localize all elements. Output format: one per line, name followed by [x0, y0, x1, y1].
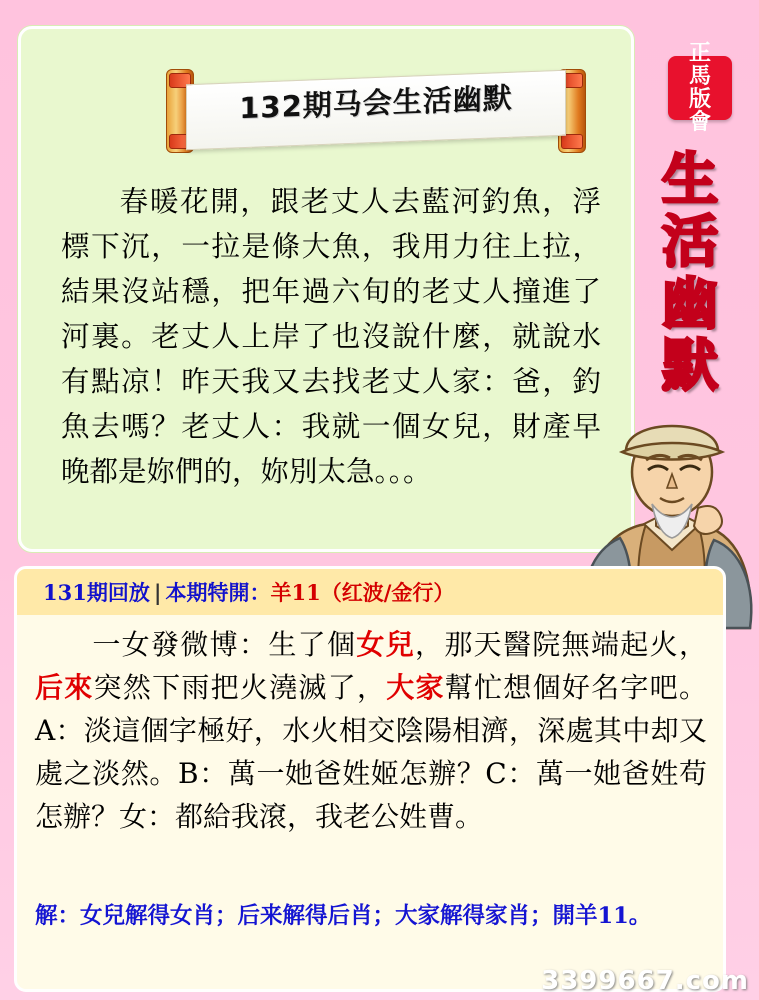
recap-part-3: ，那天醫院無端起火，	[414, 628, 707, 661]
recap-result-value: 羊11（红波/金行）	[270, 580, 455, 605]
scroll-knob-bottom-right-icon	[561, 134, 583, 149]
recap-band	[17, 569, 723, 615]
answer-text: 解：女兒解得女肖；后来解得后肖；大家解得家肖；開羊11。	[35, 903, 652, 929]
recap-part-2: 女兒	[356, 628, 415, 661]
scroll-banner	[166, 69, 586, 151]
recap-separator: |	[153, 580, 162, 605]
top-joke-panel	[18, 26, 634, 552]
bottom-recap-panel	[14, 566, 726, 992]
recap-part-4: 后來	[35, 671, 94, 704]
recap-current-label: 本期特開：	[165, 580, 271, 605]
official-seal-icon	[668, 41, 732, 135]
top-joke-text	[61, 179, 601, 494]
seal-char-3: 馬	[688, 64, 711, 89]
site-watermark: 3399667.com	[541, 966, 749, 996]
recap-band-text	[17, 577, 454, 607]
recap-part-7: 幫忙想個好名字吧。A：淡這個字極好，水火相交陰陽相濟，深處其中却又處之淡然。B：萬一她爸姓姬怎辦？C：萬一她爸姓苟怎辦？女：都給我滾，我老公姓曹。	[35, 671, 707, 833]
vertical-title-char-2: 活	[662, 210, 718, 275]
vertical-series-title	[636, 150, 744, 398]
vertical-title-char-3: 幽	[662, 272, 718, 337]
seal-char-1: 正	[688, 41, 711, 66]
top-joke-body: 春暖花開，跟老丈人去藍河釣魚，浮標下沉，一拉是條大魚，我用力往上拉，結果沒站穩，把年過六旬的老丈人撞進了河裏。老丈人上岸了也沒說什麼，就說水有點凉！昨天我又去找老丈人家：爸，釣魚去嗎？老丈人：我就一個女兒，財產早晚都是妳們的，妳別太急。。。	[61, 185, 601, 488]
vertical-title-char-1: 生	[662, 148, 718, 213]
recap-part-1: 一女發微博：生了個	[91, 628, 357, 661]
seal-char-4: 會	[688, 110, 711, 135]
seal-char-2: 版	[688, 87, 711, 112]
vertical-title-char-4: 默	[662, 334, 718, 399]
recap-issue-label: 131期回放	[43, 580, 150, 605]
recap-part-5: 突然下雨把火澆滅了，	[93, 671, 387, 704]
banner-title: 132期马会生活幽默	[239, 80, 513, 125]
recap-joke-text	[35, 623, 707, 838]
recap-part-6: 大家	[386, 671, 445, 704]
